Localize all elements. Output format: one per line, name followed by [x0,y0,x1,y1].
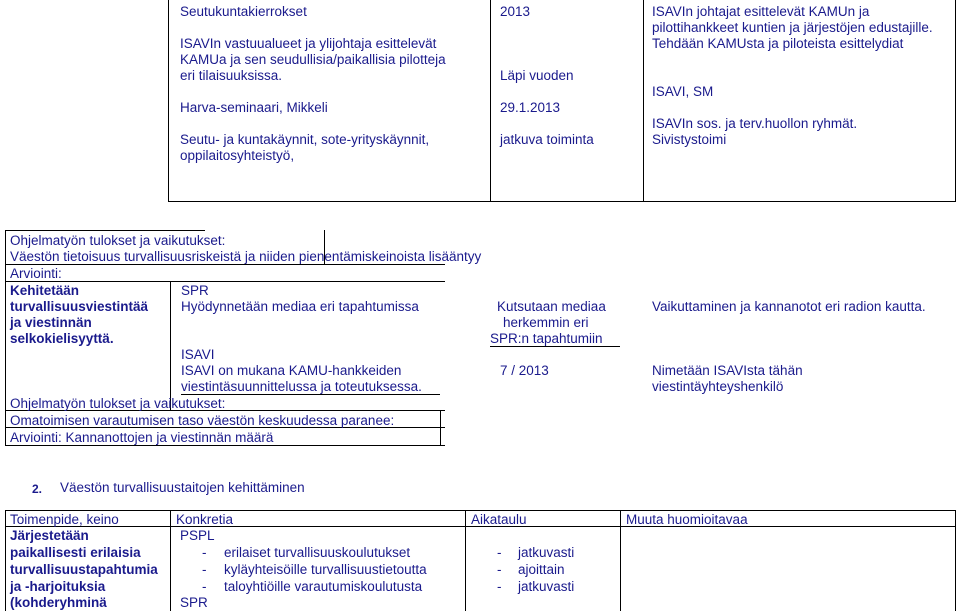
top-col2-line-4: jatkuva toiminta [500,132,594,147]
top-col1-line-5: Harva-seminaari, Mikkeli [180,100,328,115]
spr-label: SPR [181,283,209,298]
s2-action-line-4: ja -harjoituksia [10,579,106,594]
evaluation-label: Arviointi: [10,266,62,281]
concrete-dash-3: - [202,579,207,594]
s2-action-line-5: (kohderyhminä [10,595,107,610]
schedule-item-1: jatkuvasti [518,545,575,560]
schedule-item-3: jatkuvasti [518,579,575,594]
top-col1-line-4: eri tilaisuuksissa. [180,68,283,83]
isavi-label: ISAVI [181,347,215,362]
results-label: Ohjelmatyön tulokset ja vaikutukset: [10,233,226,248]
spr-text: Hyödynnetään mediaa eri tapahtumissa [181,299,419,314]
concrete-dash-1: - [202,545,207,560]
concrete-dash-2: - [202,562,207,577]
top-col3-line-2: pilottihankkeet kuntien ja järjestöjen edustajille. [652,20,933,35]
top-col2-line-1: 2013 [500,4,531,19]
top-col3-line-5: ISAVIn sos. ja terv.huollon ryhmät. [652,116,858,131]
top-col2-line-3: 29.1.2013 [500,100,561,115]
top-col1-line-3: KAMUa ja sen seudullisia/paikallisia pilotteja [180,52,446,67]
top-col1-line-6: Seutu- ja kuntakäynnit, sote-yrityskäynnit, [180,132,430,147]
isavi-note-2: viestintäyhteyshenkilö [652,379,784,394]
header-notes: Muuta huomioitavaa [626,512,748,527]
top-col2-line-2: Läpi vuoden [500,68,574,83]
top-col3-line-4: ISAVI, SM [652,84,714,99]
spr-schedule-3: SPR:n tapahtumiin [490,331,603,346]
top-col1-line-7: oppilaitosyhteistyö, [180,148,295,163]
s2-spr-label: SPR [180,595,208,610]
spr-note: Vaikuttaminen ja kannanotot eri radion kautta. [652,299,926,314]
concrete-item-3: taloyhtiöille varautumiskoulutusta [224,579,423,594]
action-line-3: ja viestinnän [10,315,92,330]
s2-action-line-1: Järjestetään [10,528,89,543]
header-action: Toimenpide, keino [10,512,119,527]
results-text: Väestön tietoisuus turvallisuusriskeistä ja niiden pienentämiskeinoista lisääntyy [10,249,482,264]
concrete-item-1: erilaiset turvallisuuskoulutukset [224,545,411,560]
pspl-label: PSPL [180,528,215,543]
isavi-note-1: Nimetään ISAVIsta tähän [652,363,803,378]
schedule-item-2: ajoittain [518,562,565,577]
isavi-schedule: 7 / 2013 [500,363,549,378]
isavi-text-2: viestintäsuunnittelussa ja toteutuksessa. [181,379,422,394]
isavi-text-1: ISAVI on mukana KAMU-hankkeiden [181,363,402,378]
action-line-4: selkokielisyyttä. [10,331,114,346]
s2-action-line-2: paikallisesti erilaisia [10,545,141,560]
evaluation-2: Arviointi: Kannanottojen ja viestinnän määrä [10,430,274,445]
spr-schedule-1: Kutsutaan mediaa [497,299,606,314]
section2-number: 2. [32,482,43,496]
results-label-2: Ohjelmatyön tulokset ja vaikutukset: [10,396,226,411]
concrete-item-2: kyläyhteisöille turvallisuustietoutta [224,562,427,577]
schedule-dash-1: - [497,545,502,560]
section2-title: Väestön turvallisuustaitojen kehittäminen [60,480,305,495]
schedule-dash-3: - [497,579,502,594]
spr-schedule-2: herkemmin eri [503,315,589,330]
action-line-2: turvallisuusviestintää [10,299,149,314]
results-text-2: Omatoimisen varautumisen taso väestön keskuudessa paranee: [10,413,395,428]
top-col3-line-6: Sivistystoimi [652,132,727,147]
header-schedule: Aikataulu [471,512,527,527]
header-concrete: Konkretia [176,512,234,527]
top-col3-line-3: Tehdään KAMUsta ja piloteista esittelydiat [652,36,904,51]
top-col3-line-1: ISAVIn johtajat esittelevät KAMUn ja [652,4,870,19]
top-col1-line-1: Seutukuntakierrokset [180,4,307,19]
action-line-1: Kehitetään [10,283,80,298]
schedule-dash-2: - [497,562,502,577]
s2-action-line-3: turvallisuustapahtumia [10,562,158,577]
top-col1-line-2: ISAVIn vastuualueet ja ylijohtaja esittelevät [180,36,437,51]
